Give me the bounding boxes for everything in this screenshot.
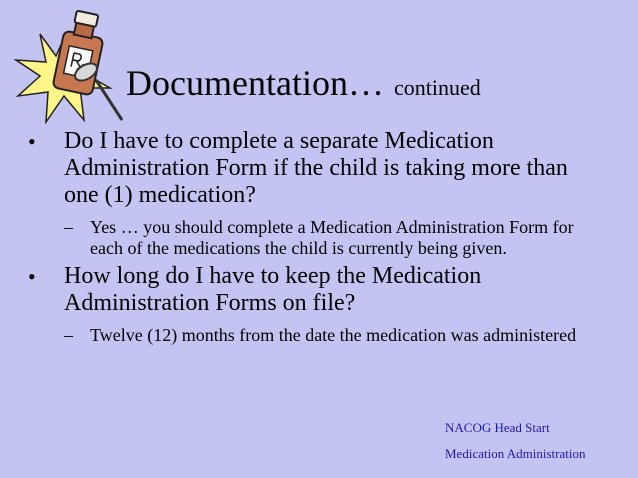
slide-title [126,62,481,104]
sub-bullet-text: Yes … you should complete a Medication Administration Form for each of the medications the child is currently being given. [90,217,574,258]
bullet-item [28,128,628,209]
footer-line-2: Medication Administration [445,446,586,461]
bullet-text: How long do I have to keep the Medication Administration Forms on file? [64,263,482,316]
sub-bullet-item [64,217,628,259]
bullet-item [28,263,628,317]
bullet-list [28,128,628,350]
dash-mark: – [64,325,73,345]
footer-line-1: NACOG Head Start [445,420,550,435]
sub-bullet-text: Twelve (12) months from the date the medication was administered [90,325,577,345]
spoon-handle [96,80,122,120]
bullet-mark: • [28,264,36,289]
dash-mark: – [64,217,73,237]
medicine-bottle-spoon-icon [14,10,126,128]
title-main: Documentation… [126,63,384,103]
sub-bullet-item [64,325,628,346]
bullet-text: Do I have to complete a separate Medication Administration Form if the child is taking more than one (1) medication? [64,128,568,208]
bullet-mark: • [28,129,36,154]
title-sub: continued [393,75,481,100]
